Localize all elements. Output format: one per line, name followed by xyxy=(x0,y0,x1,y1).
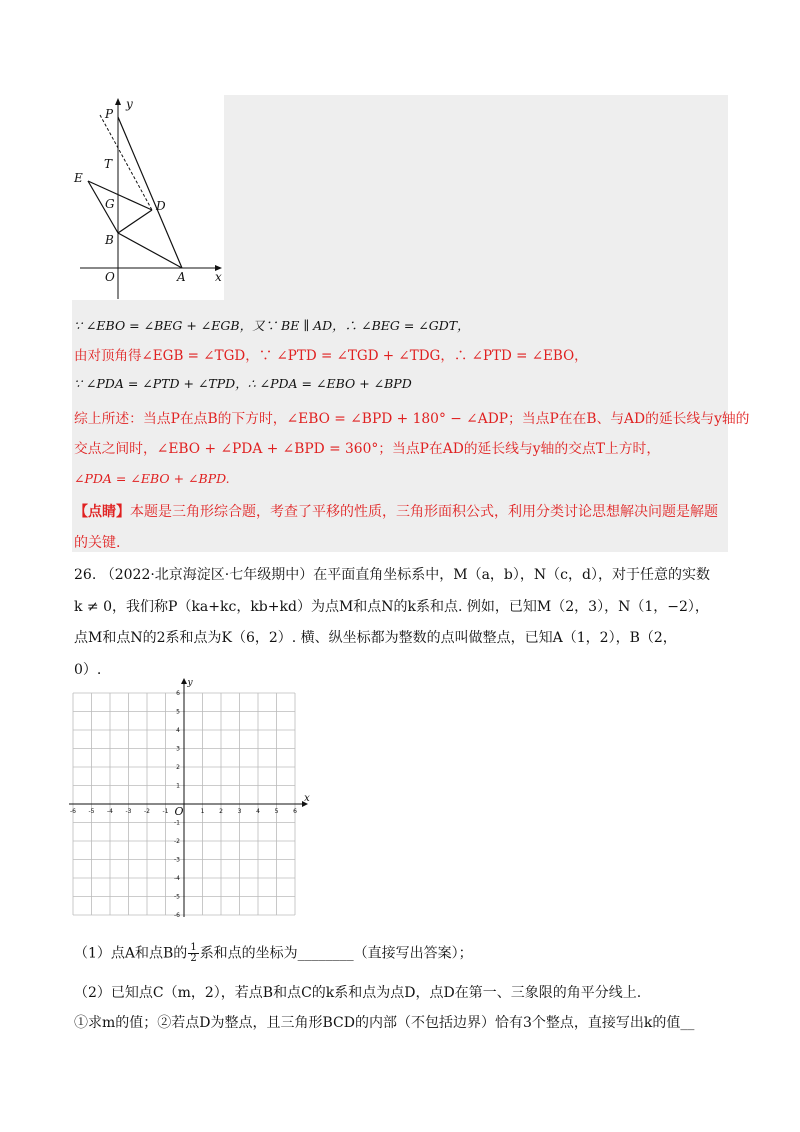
x-tick-label: -6 xyxy=(70,808,76,815)
comment-line-2: 的关键. xyxy=(74,535,121,551)
y-tick-label: 6 xyxy=(176,690,180,697)
x-tick-label: -4 xyxy=(107,808,113,815)
y-tick-label: 2 xyxy=(176,764,180,771)
problem-line-2: k ≠ 0，我们称P（ka+kc，kb+kd）为点M和点N的k系和点. 例如，已知M（2，3），N（1，−2）， xyxy=(74,599,709,615)
y-tick-label: 1 xyxy=(176,782,180,790)
y-tick-label: -3 xyxy=(174,856,180,864)
geometry-figure xyxy=(72,95,224,300)
grid-origin-label: O xyxy=(174,805,184,818)
comment-body: 本题是三角形综合题，考查了平移的性质，三角形面积公式，利用分类讨论思想解决问题是解题 xyxy=(130,504,718,520)
problem-line-1 xyxy=(74,565,734,585)
grid-x-label: x xyxy=(304,793,310,804)
problem-line-3: 点M和点N的2系和点为K（6，2）. 横、纵坐标都为整数的点叫做整点，已知A（1，2），B（2， xyxy=(74,630,677,646)
y-tick-label: -6 xyxy=(174,912,180,919)
comment-tag: 【点睛】 xyxy=(74,504,130,520)
segment-ED xyxy=(88,181,152,210)
x-tick-label: -5 xyxy=(88,808,95,815)
x-tick-label: 4 xyxy=(256,808,260,815)
y-tick-label: -2 xyxy=(174,838,180,845)
grid-lines xyxy=(69,678,308,917)
x-tick-label: -1 xyxy=(162,808,169,815)
question-2: （2）已知点C（m，2），若点B和点C的k系和点为点D，点D在第一、三象限的角平分线上. xyxy=(74,985,642,1001)
fraction-one-half xyxy=(188,943,198,964)
question-1-suffix: 系和点的坐标为________（直接写出答案）； xyxy=(199,945,473,962)
label-D: D xyxy=(156,199,166,213)
y-tick-label: 5 xyxy=(176,708,180,716)
y-tick-label: -5 xyxy=(174,893,180,901)
label-T: T xyxy=(104,157,113,171)
solution-line-3: ∵ ∠PDA = ∠PTD + ∠TPD，∴ ∠PDA = ∠EBO + ∠BPD xyxy=(74,376,412,391)
x-tick-label: 5 xyxy=(274,808,279,815)
solution-line-4: 综上所述：当点P在点B的下方时，∠EBO = ∠BPD + 180° − ∠ADP；当点P在在B、与AD的延长线与y轴的 xyxy=(74,411,750,427)
question-1-prefix: （1）点A和点B的 xyxy=(74,945,188,962)
question-1 xyxy=(74,943,734,964)
solution-line-6: ∠PDA = ∠EBO + ∠BPD. xyxy=(74,471,230,486)
grid-y-label: y xyxy=(187,678,193,688)
fraction-denominator: 2 xyxy=(190,953,197,964)
problem-number: 26. xyxy=(74,567,97,583)
label-y: y xyxy=(126,97,133,111)
segment-BA xyxy=(118,233,182,268)
segment-BD xyxy=(118,210,152,233)
x-tick-label: 1 xyxy=(200,808,205,815)
grid-tick-labels xyxy=(70,678,310,919)
segment-PA xyxy=(118,117,182,268)
coordinate-grid xyxy=(70,678,310,920)
label-x: x xyxy=(215,270,222,284)
comment-line-1 xyxy=(74,502,718,522)
solution-line-2: 由对顶角得∠EGB = ∠TGD，∵ ∠PTD = ∠TGD + ∠TDG，∴ ∠PTD = ∠EBO， xyxy=(74,348,588,364)
label-P: P xyxy=(105,107,114,121)
x-tick-label: 3 xyxy=(237,808,242,815)
problem-text-1: （2022·北京海淀区·七年级期中）在平面直角坐标系中，M（a，b），N（c，d），对于任意的实数 xyxy=(100,567,710,583)
y-tick-label: 3 xyxy=(176,745,180,753)
y-tick-label: -4 xyxy=(174,875,180,882)
label-O: O xyxy=(105,270,115,284)
x-tick-label: -2 xyxy=(144,808,150,815)
y-tick-label: 4 xyxy=(176,727,180,734)
problem-line-4: 0）. xyxy=(74,662,102,678)
x-tick-label: 2 xyxy=(219,808,223,815)
y-tick-label: -1 xyxy=(174,819,180,827)
solution-line-1: ∵ ∠EBO = ∠BEG + ∠EGB，又∵ BE ∥ AD，∴ ∠BEG = ∠GDT， xyxy=(74,318,470,333)
x-tick-label: 6 xyxy=(293,808,297,815)
fraction-numerator: 1 xyxy=(190,942,197,953)
y-axis-arrow xyxy=(115,98,121,105)
label-G: G xyxy=(105,197,115,211)
x-tick-label: -3 xyxy=(125,808,132,815)
label-B: B xyxy=(105,233,114,247)
label-A: A xyxy=(177,270,186,284)
question-2-parts: ①求m的值；②若点D为整点，且三角形BCD的内部（不包括边界）恰有3个整点，直接写出k的值__ xyxy=(74,1015,695,1031)
solution-line-5: 交点之间时，∠EBO + ∠PDA + ∠BPD = 360°；当点P在AD的延长线与y轴的交点T上方时， xyxy=(74,441,661,457)
label-E: E xyxy=(74,171,83,185)
